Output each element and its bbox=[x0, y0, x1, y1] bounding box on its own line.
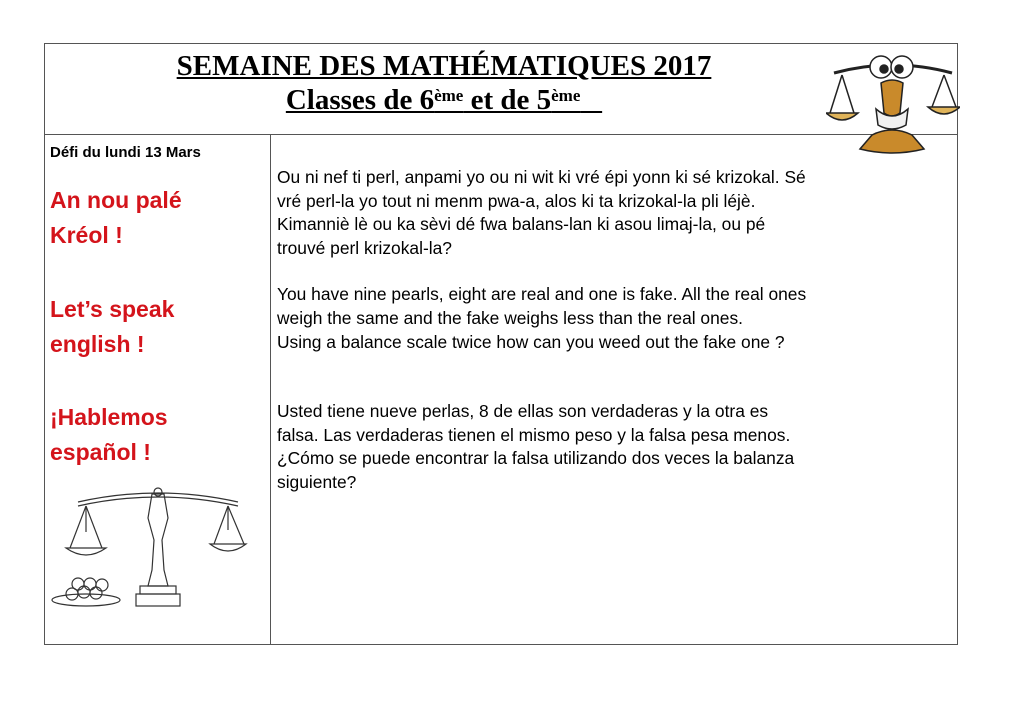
page-title bbox=[44, 50, 844, 116]
superscript-b: ème bbox=[551, 86, 581, 105]
english-text-3: Using a balance scale twice how can you weed out the fake one ? bbox=[277, 331, 785, 352]
spanish-line-1: ¡Hablemos bbox=[50, 404, 168, 430]
spanish-text-3: ¿Cómo se puede encontrar la falsa utilizando dos veces la balanza bbox=[277, 448, 795, 469]
english-text-1: You have nine pearls, eight are real and one is fake. All the real ones bbox=[277, 284, 807, 305]
subtitle-part-a: Classes de 6 bbox=[285, 84, 435, 116]
creole-line-2: Kréol ! bbox=[50, 222, 123, 248]
creole-heading bbox=[50, 183, 250, 253]
creole-text-1: Ou ni nef ti perl, anpami yo ou ni wit ki vré épi yonn ki sé krizokal. Sé bbox=[277, 167, 806, 187]
spanish-heading bbox=[50, 400, 250, 470]
spanish-text-2: falsa. Las verdaderas tienen el mismo peso y la falsa pesa menos. bbox=[277, 424, 791, 445]
title-line: SEMAINE DES MATHÉMATIQUES 2017 bbox=[176, 50, 712, 82]
subtitle-part-b: et de 5 bbox=[463, 84, 552, 116]
problem-text bbox=[277, 166, 957, 495]
header-divider bbox=[44, 134, 958, 135]
english-line-2: english ! bbox=[50, 331, 145, 357]
english-text-2: weigh the same and the fake weighs less than the real ones. bbox=[277, 307, 743, 328]
spanish-text-1: Usted tiene nueve perlas, 8 de ellas son verdaderas y la otra es bbox=[277, 401, 769, 422]
balance-scale-icon bbox=[48, 470, 258, 615]
spanish-line-2: español ! bbox=[50, 439, 151, 465]
subtitle-line bbox=[44, 84, 844, 116]
spanish-text-4: siguiente? bbox=[277, 471, 357, 492]
superscript-a: ème bbox=[434, 86, 464, 105]
challenge-date: Défi du lundi 13 Mars bbox=[50, 144, 201, 161]
creole-text-4: trouvé perl krizokal-la? bbox=[277, 237, 452, 258]
english-heading bbox=[50, 292, 250, 362]
creole-text-2: vré perl-la yo tout ni menm pwa-a, alos ki ta krizokal-la pli léjè. bbox=[277, 190, 756, 211]
creole-text-3: Kimanniè lè ou ka sèvi dé fwa balans-lan ki asou limaj-la, ou pé bbox=[277, 214, 766, 235]
cartoon-scale-icon bbox=[826, 47, 960, 159]
creole-line-1: An nou palé bbox=[50, 187, 182, 213]
english-line-1: Let’s speak bbox=[50, 296, 175, 322]
column-divider bbox=[270, 134, 271, 645]
